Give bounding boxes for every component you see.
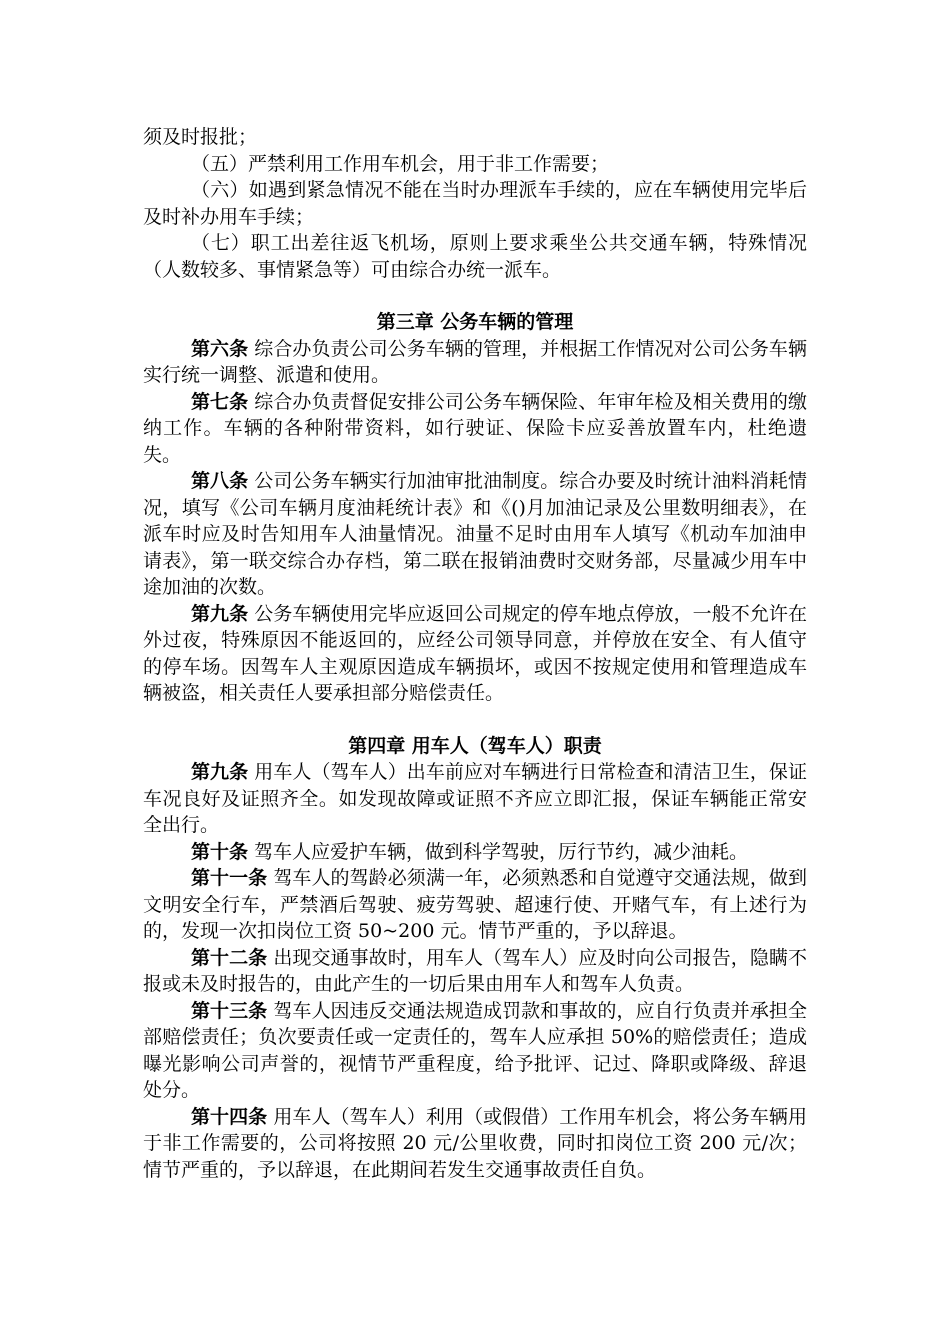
article-text: 用车人（驾车人）出车前应对车辆进行日常检查和清洁卫生，保证车况良好及证照齐全。如发现故障或证照不齐应立即汇报，保证车辆能正常安全出行。 <box>143 761 807 836</box>
article-label: 第十二条 <box>191 946 268 969</box>
paragraph: （六）如遇到紧急情况不能在当时办理派车手续的，应在车辆使用完毕后及时补办用车手续； <box>143 179 807 228</box>
article <box>143 865 807 945</box>
article-text: 出现交通事故时，用车人（驾车人）应及时向公司报告，隐瞒不报或未及时报告的，由此产生的一切后果由用车人和驾车人负责。 <box>143 946 807 995</box>
article-label: 第九条 <box>191 761 249 783</box>
article <box>143 468 807 601</box>
chapter-heading: 第三章 公务车辆的管理 <box>376 311 574 333</box>
article-label: 第十四条 <box>191 1105 268 1128</box>
paragraph: （五）严禁利用工作用车机会，用于非工作需要； <box>191 152 610 175</box>
article-text: 驾车人的驾龄必须满一年，必须熟悉和自觉遵守交通法规，做到文明安全行车，严禁酒后驾驶、疲劳驾驶、超速行使、开赌气车，有上述行为的，发现一次扣岗位工资 50~200 元。情节严重的，予以辞退。 <box>143 867 807 942</box>
article-label: 第十一条 <box>191 867 268 889</box>
article-text: 用车人（驾车人）利用（或假借）工作用车机会，将公务车辆用于非工作需要的，公司将按照 20 元/公里收费，同时扣岗位工资 200 元/次；情节严重的，予以辞退，在此期间若发生交通事故责任自负。 <box>143 1105 807 1181</box>
article <box>143 759 807 839</box>
chapter-heading: 第四章 用车人（驾车人）职责 <box>348 734 602 757</box>
article-label: 第八条 <box>191 470 249 492</box>
article-text: 驾车人应爱护车辆，做到科学驾驶，厉行节约，减少油耗。 <box>248 840 749 863</box>
article-label: 第六条 <box>191 337 249 360</box>
article <box>143 998 807 1104</box>
article <box>143 839 807 866</box>
article <box>143 601 807 707</box>
article-label: 第七条 <box>191 390 249 413</box>
paragraph: （七）职工出差往返飞机场，原则上要求乘坐公共交通车辆，特殊情况（人数较多、事情紧急等）可由综合办统一派车。 <box>143 232 807 281</box>
article <box>143 1104 807 1184</box>
article <box>143 945 807 998</box>
article <box>143 336 807 389</box>
article-label: 第十三条 <box>191 999 268 1022</box>
document-body <box>143 124 807 1183</box>
article-text: 公司公务车辆实行加油审批油制度。综合办要及时统计油料消耗情况，填写《公司车辆月度油耗统计表》和《()月加油记录及公里数明细表》，在派车时应及时告知用车人油量情况。油量不足时由用车人填写《机动车加油申请表》，第一联交综合办存档，第二联在报销油费时交财务部，尽量减少用车中途加油的次数。 <box>143 470 807 598</box>
article <box>143 389 807 469</box>
article-label: 第九条 <box>191 602 249 625</box>
paragraph: 须及时报批； <box>143 126 258 148</box>
article-text: 综合办负责公司公务车辆的管理，并根据工作情况对公司公务车辆实行统一调整、派遣和使用。 <box>143 337 807 386</box>
article-text: 驾车人因违反交通法规造成罚款和事故的，应自行负责并承担全部赔偿责任；负次要责任或一定责任的，驾车人应承担 50%的赔偿责任；造成曝光影响公司声誉的，视情节严重程度，给予批评、记过、降职或降级、辞退处分。 <box>143 999 807 1101</box>
article-text: 公务车辆使用完毕应返回公司规定的停车地点停放，一般不允许在外过夜，特殊原因不能返回的，应经公司领导同意，并停放在安全、有人值守的停车场。因驾车人主观原因造成车辆损坏，或因不按规定使用和管理造成车辆被盗，相关责任人要承担部分赔偿责任。 <box>143 602 807 704</box>
article-label: 第十条 <box>191 840 249 863</box>
article-text: 综合办负责督促安排公司公务车辆保险、年审年检及相关费用的缴纳工作。车辆的各种附带资料，如行驶证、保险卡应妥善放置车内，杜绝遗失。 <box>143 390 807 466</box>
